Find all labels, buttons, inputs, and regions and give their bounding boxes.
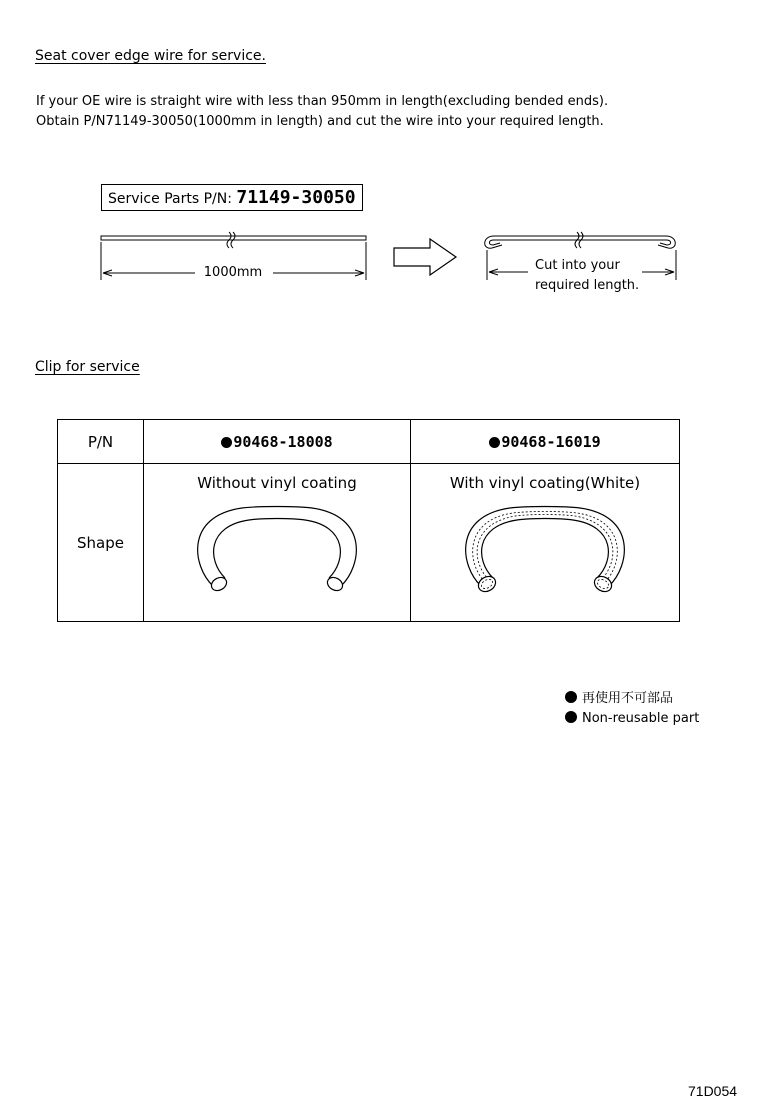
legend-row-japanese [565, 689, 699, 709]
service-parts-label: Service Parts P/N: [108, 191, 237, 207]
length-label: 1000mm [203, 265, 263, 280]
clip-section-heading: Clip for service [35, 359, 140, 375]
clip-description-2: With vinyl coating(White) [449, 474, 641, 492]
pn-cell-1 [144, 420, 411, 464]
legend-english: Non-reusable part [582, 711, 700, 726]
clip-shape-uncoated [187, 498, 367, 596]
shape-cell-1 [144, 464, 411, 622]
service-parts-number: 71149-30050 [236, 187, 356, 208]
wire-instruction-line-2: Obtain P/N71149-30050(1000mm in length) and cut the wire into your required length. [36, 114, 604, 129]
pn-header-cell: P/N [58, 420, 144, 464]
part-number-2: 90468-16019 [501, 432, 601, 451]
document-code: 71D054 [688, 1083, 738, 1099]
service-parts-box [101, 184, 363, 211]
bent-wire [485, 232, 676, 248]
wire-section-heading: Seat cover edge wire for service. [35, 48, 266, 64]
legend [565, 689, 699, 729]
cut-label-line-1: Cut into your [535, 258, 620, 273]
clip-description-1: Without vinyl coating [197, 474, 357, 492]
legend-dot-icon [565, 711, 577, 723]
clip-shape-coated [455, 498, 635, 596]
legend-japanese: 再使用不可部品 [582, 691, 674, 706]
pn-cell-2 [411, 420, 680, 464]
arrow-icon [392, 236, 462, 278]
legend-row-english [565, 709, 699, 729]
cut-label-line-2: required length. [535, 278, 640, 293]
non-reusable-dot-icon [489, 437, 500, 448]
part-number-1: 90468-18008 [233, 432, 333, 451]
shape-cell-2 [411, 464, 680, 622]
legend-dot-icon [565, 691, 577, 703]
wire-instruction-line-1: If your OE wire is straight wire with less than 950mm in length(excluding bended ends). [36, 94, 609, 109]
table-row-shape [58, 464, 680, 622]
non-reusable-dot-icon [221, 437, 232, 448]
table-row-pn [58, 420, 680, 464]
clip-table [57, 419, 680, 622]
cut-label [535, 256, 639, 296]
shape-header-cell: Shape [58, 464, 144, 622]
straight-wire [101, 232, 366, 248]
